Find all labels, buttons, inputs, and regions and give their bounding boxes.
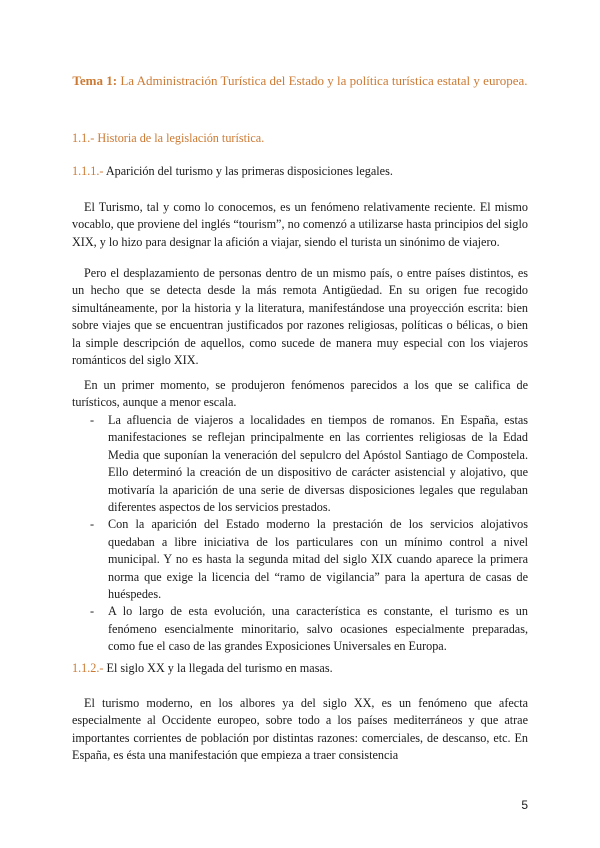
paragraph-2: [72, 265, 528, 369]
title-text: La Administración Turística del Estado y la política turística estatal y europea.: [117, 73, 528, 88]
list-item: [72, 516, 528, 603]
paragraph-2-text: Pero el desplazamiento de personas dentro de un mismo país, o entre países distintos, es un hecho que se detecta desde la más remota Antigüedad. En su origen fue recogido simultáneamente, por la historia y la literatura, manifestándose una proyección escrita: bien sobre viajes que se encuentran justificados por razones religiosas, políticas o bélicas, o bien la simple descripción de aquellos, como sucede de manera muy especial con los viajeros románticos del siglo XIX.: [72, 266, 528, 368]
page-number: 5: [521, 798, 528, 812]
paragraph-1-text: El Turismo, tal y como lo conocemos, es un fenómeno relativamente reciente. El mismo vocablo, que proviene del inglés “tourism”, no comenzó a utilizarse hasta principios del siglo XIX, y lo hizo para designar la afición a viajar, siendo el turista un sinónimo de viajero.: [72, 200, 528, 249]
paragraph-4: [72, 695, 528, 765]
list-item: [72, 603, 528, 655]
section-heading-1-1: 1.1.- Historia de la legislación turística.: [72, 131, 265, 145]
bullet-list: [72, 412, 528, 656]
paragraph-4-text: El turismo moderno, en los albores ya del siglo XX, es un fenómeno que afecta especialmente al Occidente europeo, sobre todo a los países mediterráneos y que atrae importantes corrientes de población por distintas razones: comerciales, de descanso, etc. En España, es ésta una manifestación que empieza a traer consistencia: [72, 696, 528, 763]
title-lead: Tema 1:: [72, 73, 118, 88]
section-heading-1-1-2: [72, 660, 333, 676]
list-item-text: A lo largo de esta evolución, una característica es constante, el turismo es un fenómeno esencialmente minoritario, salvo ocasiones especialmente preparadas, como fue el caso de las grandes Exposiciones Universales en Europa.: [108, 604, 528, 654]
paragraph-1: [72, 199, 528, 251]
bullet-marker: -: [90, 413, 95, 427]
paragraph-3-text: En un primer momento, se produjeron fenómenos parecidos a los que se califica de turísticos, aunque a menor escala.: [72, 378, 528, 410]
list-item-text: La afluencia de viajeros a localidades en tiempos de romanos. En España, estas manifestaciones se reflejan principalmente en las corrientes religiosas de la Edad Media que suponían la veneración del sepulcro del Apóstol Santiago de Compostela. Ello determinó la creación de un dispositivo de carácter asistencial y alojativo, que motivaría la aparición de una serie de diversas disposiciones legales que regulaban diferentes aspectos de los servicios prestados.: [108, 413, 528, 515]
section-number-1-1-2: 1.1.2.-: [72, 661, 104, 675]
section-label-1-1-2: El siglo XX y la llegada del turismo en masas.: [103, 661, 333, 675]
section-number-1-1-1: 1.1.1.-: [72, 164, 104, 178]
document-title: [72, 72, 528, 90]
list-item: [72, 412, 528, 516]
paragraph-3: [72, 377, 528, 412]
bullet-marker: -: [90, 604, 95, 619]
list-item-text: Con la aparición del Estado moderno la prestación de los servicios alojativos quedaban a libre iniciativa de los particulares con un mínimo control a nivel municipal. Y no es hasta la segunda mitad del siglo XIX cuando aparece la primera norma que exige la licencia del “ramo de vigilancia” para la apertura de casas de huéspedes.: [108, 517, 528, 602]
section-label-1-1-1: Aparición del turismo y las primeras disposiciones legales.: [103, 164, 393, 178]
bullet-marker: -: [90, 517, 95, 532]
section-heading-1-1-1: [72, 163, 393, 179]
